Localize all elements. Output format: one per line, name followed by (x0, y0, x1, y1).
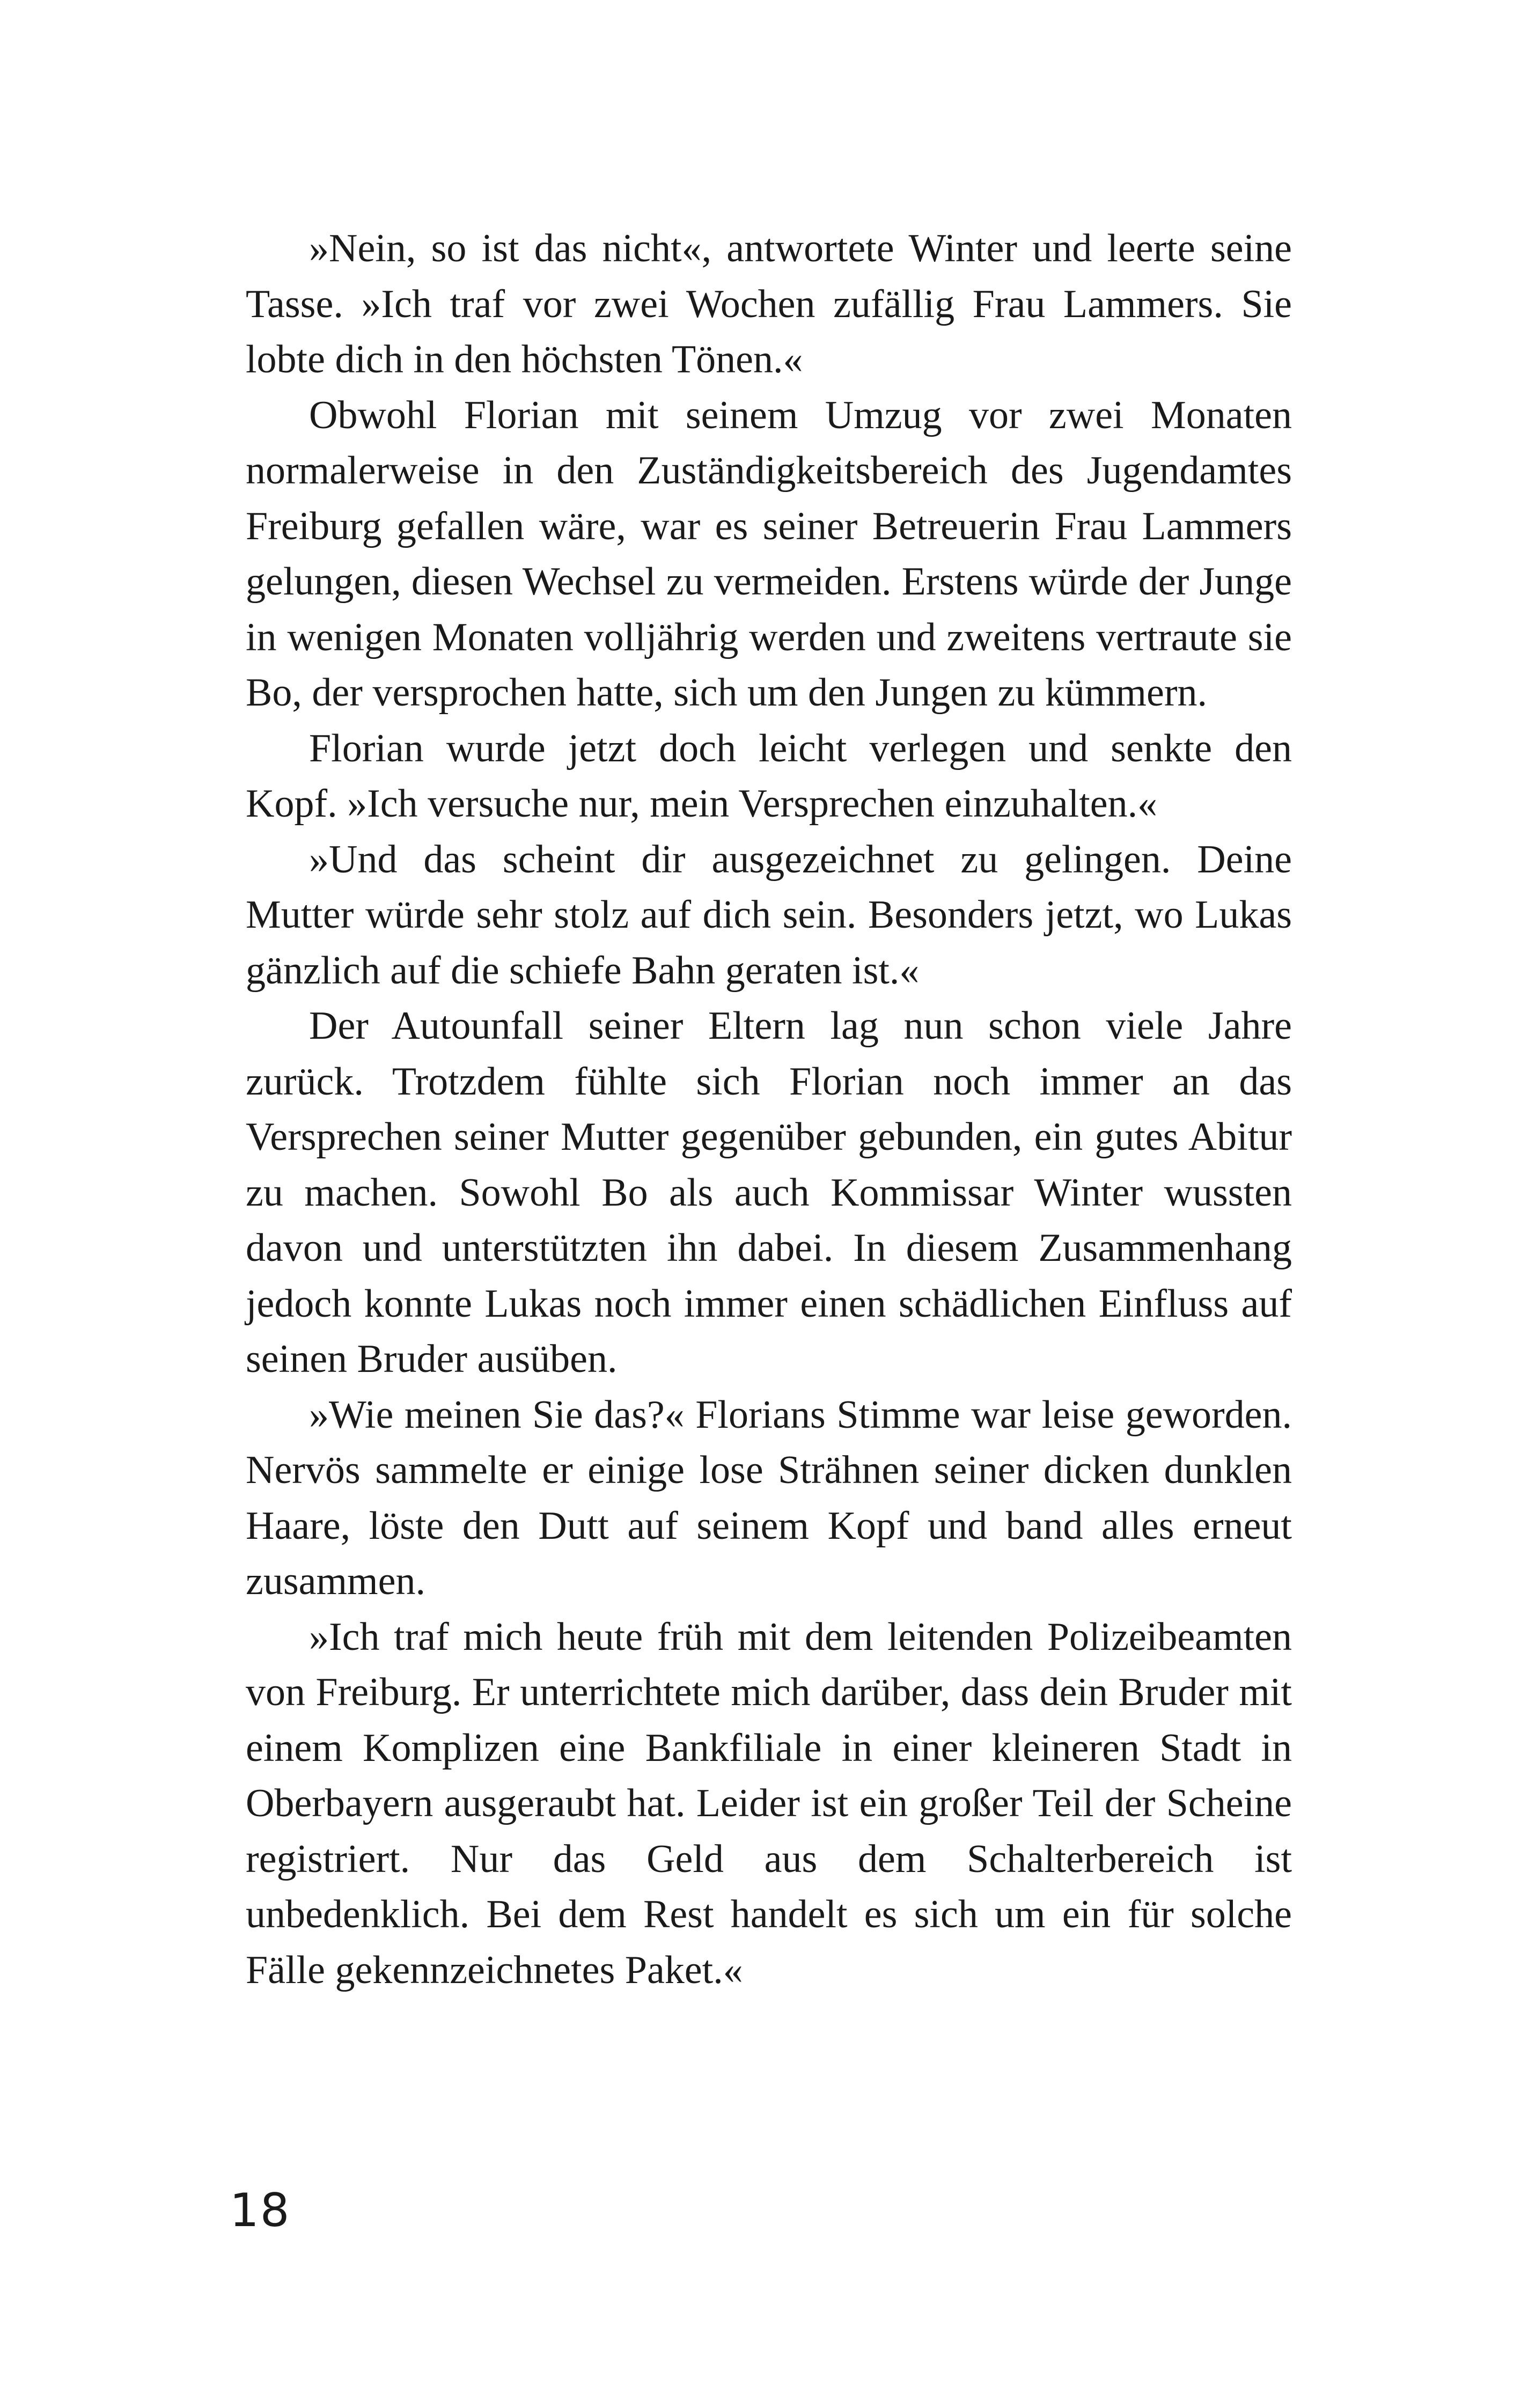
body-text (246, 221, 1292, 1998)
paragraph-2: Obwohl Florian mit seinem Umzug vor zwei Monaten normalerweise in den Zuständigkeitsbereich des Jugendamtes Freiburg gefallen wäre, war es seiner Betreuerin Frau Lammers gelungen, diesen Wechsel zu vermeiden. Erstens würde der Junge in wenigen Monaten volljährig werden und zweitens vertraute sie Bo, der versprochen hatte, sich um den Jungen zu kümmern. (246, 393, 1292, 715)
paragraph-4: »Und das scheint dir ausgezeichnet zu gelingen. Deine Mutter würde sehr stolz auf dich sein. Besonders jetzt, wo Lukas gänzlich auf die schiefe Bahn geraten ist.« (246, 837, 1292, 993)
paragraph-5: Der Autounfall seiner Eltern lag nun schon viele Jahre zurück. Trotzdem fühlte sich Florian noch immer an das Versprechen seiner Mutter gegenüber gebunden, ein gutes Abitur zu machen. Sowohl Bo als auch Kommissar Winter wussten davon und unterstützten ihn dabei. In diesem Zusammenhang jedoch konnte Lukas noch immer einen schädlichen Einfluss auf seinen Bruder ausüben. (246, 1004, 1292, 1381)
paragraph-6: »Wie meinen Sie das?« Florians Stimme war leise geworden. Nervös sammelte er einige lose Strähnen seiner dicken dunklen Haare, löste den Dutt auf seinem Kopf und band alles erneut zusammen. (246, 1392, 1292, 1603)
paragraph-3: Florian wurde jetzt doch leicht verlegen und senkte den Kopf. »Ich versuche nur, mein Versprechen einzuhalten.« (246, 726, 1292, 826)
paragraph-1: »Nein, so ist das nicht«, antwortete Winter und leerte seine Tasse. »Ich traf vor zwei Wochen zufällig Frau Lammers. Sie lobte dich in den höchsten Tönen.« (246, 226, 1292, 381)
page-number: 18 (230, 2184, 291, 2237)
paragraph-7: »Ich traf mich heute früh mit dem leitenden Polizeibeamten von Freiburg. Er unterrichtete mich darüber, dass dein Bruder mit einem Komplizen eine Bankfiliale in einer kleineren Stadt in Oberbayern ausgeraubt hat. Leider ist ein großer Teil der Scheine registriert. Nur das Geld aus dem Schalterbereich ist unbedenklich. Bei dem Rest handelt es sich um ein für solche Fälle gekennzeichnetes Paket.« (246, 1614, 1292, 1992)
